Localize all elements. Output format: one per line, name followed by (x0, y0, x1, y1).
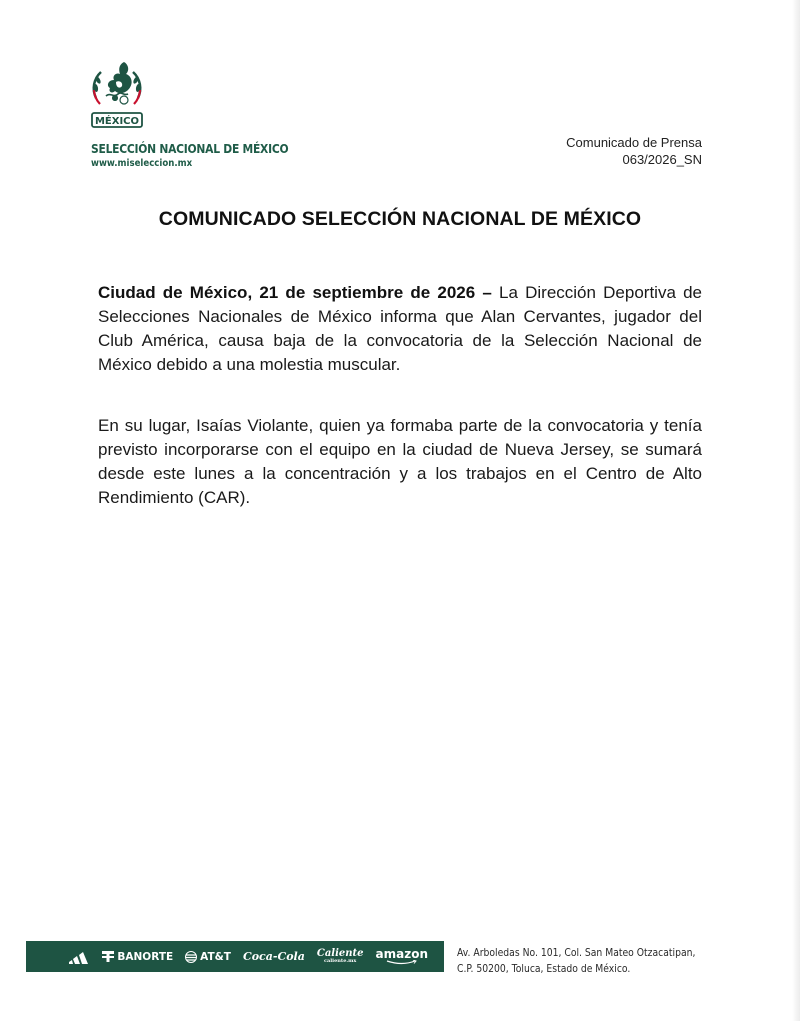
sponsor-bar (26, 941, 444, 972)
adidas-logo-icon (68, 950, 90, 964)
logo-text: MÉXICO (94, 116, 140, 127)
federation-name: SELECCIÓN NACIONAL DE MÉXICO (91, 141, 289, 156)
footer-address (457, 945, 695, 977)
banorte-logo: BANORTE (102, 951, 173, 963)
paragraph-1 (98, 281, 702, 377)
address-line-2: C.P. 50200, Toluca, Estado de México. (457, 963, 631, 975)
att-logo: AT&T (185, 951, 231, 963)
press-release-label (566, 134, 702, 168)
amazon-logo: amazon (376, 948, 428, 965)
banorte-logo-icon (102, 951, 114, 962)
website-link[interactable]: www.miseleccion.mx (91, 158, 193, 169)
press-label-text: Comunicado de Prensa (566, 135, 702, 150)
paragraph-1-lead: Ciudad de México, 21 de septiembre de 2026 – (98, 283, 492, 302)
caliente-logo: Caliente caliente.mx (316, 948, 364, 964)
mexico-federation-logo (88, 56, 146, 130)
amazon-smile-icon (385, 960, 419, 965)
address-line-1: Av. Arboledas No. 101, Col. San Mateo Otzacatipan, (457, 947, 696, 959)
att-globe-icon (185, 951, 197, 963)
paragraph-1-body: La Dirección Deportiva de Selecciones Nacionales de México informa que Alan Cervantes, jugador del Club América, causa baja de la convocatoria de la Selección Nacional de México debido a una molestia muscular. (98, 283, 702, 374)
document-title: COMUNICADO SELECCIÓN NACIONAL DE MÉXICO (158, 208, 642, 230)
cocacola-logo: Coca-Cola (242, 950, 305, 963)
paragraph-2: En su lugar, Isaías Violante, quien ya formaba parte de la convocatoria y tenía previsto incorporarse con el equipo en la ciudad de Nueva Jersey, se sumará desde este lunes a la concentración y a los trabajos en el Centro de Alto Rendimiento (CAR). (98, 416, 702, 507)
press-release-number: 063/2026_SN (622, 152, 702, 167)
page-edge (792, 0, 800, 1021)
